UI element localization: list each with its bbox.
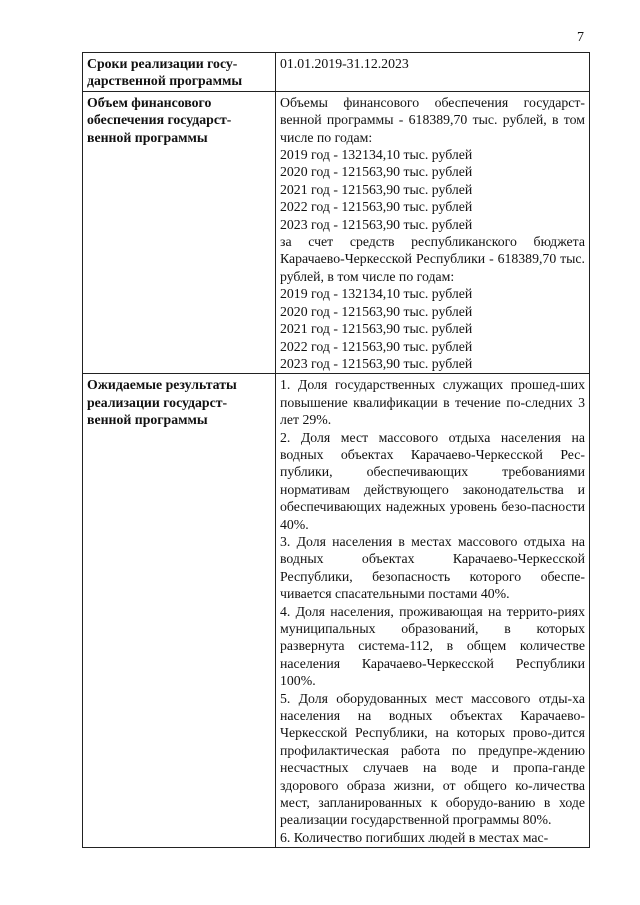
program-period: 01.01.2019-31.12.2023 <box>280 56 409 71</box>
republic-year-2019: 2019 год - 132134,10 тыс. рублей <box>280 286 473 302</box>
republic-budget-intro: за счет средств республиканского бюджета Карачаево-Черкесской Республики - 618389,70 тыс. рублей, в том числе по годам: <box>280 234 585 284</box>
value-results <box>276 374 590 848</box>
label-financing: Объем финансового обеспечения государст-венной программы <box>83 91 276 374</box>
republic-year-2023: 2023 год - 121563,90 тыс. рублей <box>280 355 473 371</box>
label-results: Ожидаемые результаты реализации государст-венной программы <box>83 374 276 848</box>
page-number: 7 <box>577 30 584 45</box>
result-item-5: 5. Доля оборудованных мест массового отды-ха населения на водных объектах Карачаево-Черкесской Республики, на которых прово-дится профилактическая работа по предупре-ждению несчастных случаев на воде и пропа-ганде здорового образа жизни, от общего ко-личества мест, запланированных к оборудо-ванию в ходе реализации государственной программы 80%. <box>280 690 585 828</box>
result-item-3: 3. Доля населения в местах массового отдыха на водных объектах Карачаево-Черкесской Республики, безопасность которого обеспе-чивается спасательными постами 40%. <box>280 533 585 602</box>
financing-year-2021: 2021 год - 121563,90 тыс. рублей <box>280 181 473 197</box>
value-timeline <box>276 53 590 92</box>
result-item-6: 6. Количество погибших людей в местах мас- <box>280 829 549 845</box>
financing-year-2023: 2023 год - 121563,90 тыс. рублей <box>280 216 473 232</box>
republic-year-2020: 2020 год - 121563,90 тыс. рублей <box>280 303 473 319</box>
republic-year-2022: 2022 год - 121563,90 тыс. рублей <box>280 338 473 354</box>
program-passport-table <box>82 52 590 848</box>
republic-year-2021: 2021 год - 121563,90 тыс. рублей <box>280 321 473 337</box>
table-row-financing <box>83 91 590 374</box>
financing-intro: Объемы финансового обеспечения государст-венной программы - 618389,70 тыс. рублей, в том числе по годам: <box>280 94 585 145</box>
value-financing <box>276 91 590 374</box>
result-item-1: 1. Доля государственных служащих прошед-ших повышение квалификации в течение по-следних 3 лет 29%. <box>280 377 585 428</box>
result-item-4: 4. Доля населения, проживающая на террито-риях муниципальных образований, в которых развернута система-112, в общем количестве населения Карачаево-Черкесской Республики 100%. <box>280 603 585 689</box>
table-row-timeline <box>83 53 590 92</box>
table-row-results <box>83 374 590 848</box>
financing-year-2019: 2019 год - 132134,10 тыс. рублей <box>280 147 473 163</box>
result-item-2: 2. Доля мест массового отдыха населения на водных объектах Карачаево-Черкесской Рес-публики, обеспечивающих требованиями нормативам действующего законодательства и обеспечивающих надежных уровень безо-пасности 40%. <box>280 429 585 532</box>
financing-year-2022: 2022 год - 121563,90 тыс. рублей <box>280 199 473 215</box>
label-timeline: Сроки реализации госу-дарственной программы <box>83 53 276 92</box>
financing-year-2020: 2020 год - 121563,90 тыс. рублей <box>280 164 473 180</box>
